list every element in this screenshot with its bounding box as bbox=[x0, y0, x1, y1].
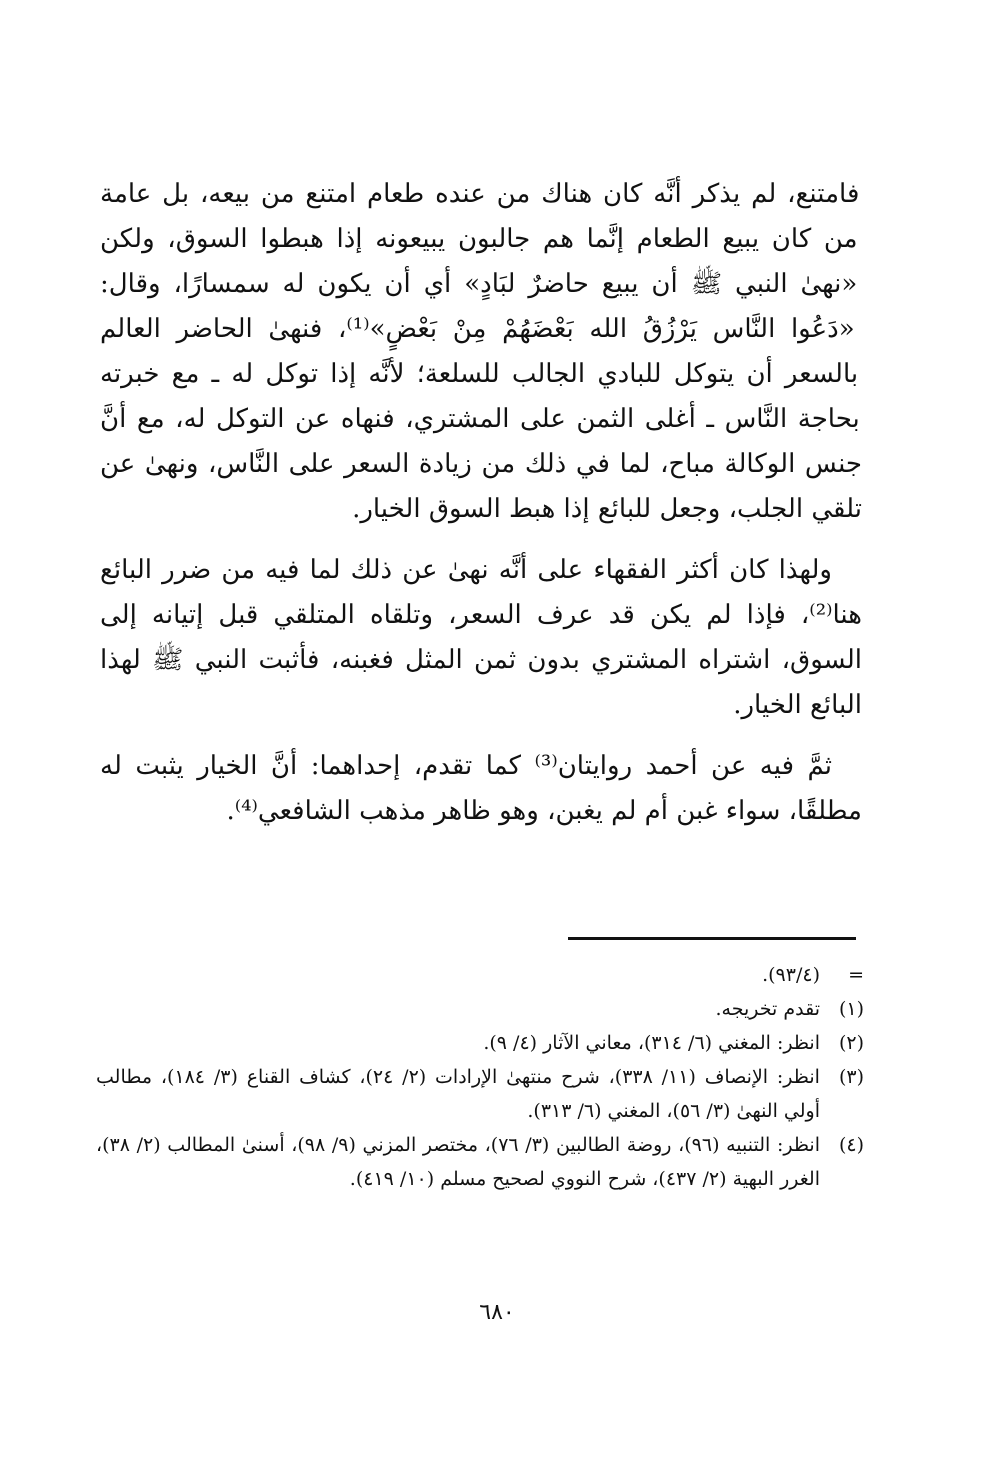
footnote-text: انظر: التنبيه (٩٦)، روضة الطالبين (٣/ ٧٦)، مختصر المزني (٩/ ٩٨)، أسنىٰ المطالب (٢/ ٣٨)، الغرر البهية (٢/ ٤٣٧)، شرح النووي لصحيح مسلم (١٠/ ٤١٩). bbox=[96, 1134, 820, 1190]
paragraph-3 bbox=[100, 744, 862, 834]
footnote-2 bbox=[96, 1026, 864, 1060]
footnote-3 bbox=[96, 1060, 864, 1128]
footnote-number: (٢) bbox=[838, 1032, 864, 1054]
page-number: ٦٨٠ bbox=[479, 1300, 515, 1325]
text-line: عن تلقي الجلب، وجعل للبائع إذا هبط السوق الخيار. bbox=[100, 449, 862, 524]
footnote-number: (٤) bbox=[838, 1134, 864, 1156]
paragraph-2 bbox=[100, 548, 862, 728]
text-line: ولهذا كان أكثر الفقهاء على أنَّه نهىٰ عن ذلك لما فيه من ضرر bbox=[152, 555, 832, 585]
paragraph-1 bbox=[100, 172, 862, 532]
text-line: بالسعر أن يتوكل للبادي الجالب للسلعة؛ لأنَّه إذا توكل له ـ مع خبرته bbox=[100, 359, 859, 389]
footnote-number: (٣) bbox=[838, 1066, 864, 1088]
footnote-4 bbox=[96, 1128, 864, 1196]
continuation-text: (٩٣/٤). bbox=[762, 964, 820, 986]
footnote-text: انظر: الإنصاف (١١/ ٣٣٨)، شرح منتهىٰ الإرادات (٢/ ٢٤)، كشاف القناع (٣/ ١٨٤)، مطالب أولي النهىٰ (٣/ ٥٦)، المغني (٦/ ٣١٣). bbox=[96, 1066, 820, 1122]
footnote-divider bbox=[568, 937, 856, 940]
text-line: له مطلقًا، سواء غبن أم لم يغبن، وهو ظاهر مذهب الشافعي⁽⁴⁾. bbox=[100, 751, 862, 826]
footnote-continuation bbox=[96, 958, 864, 992]
text-line: البائع هنا⁽²⁾، فإذا لم يكن قد عرف السعر، وتلقاه المتلقي قبل إتيانه bbox=[100, 555, 862, 630]
text-line: «نهىٰ النبي ﷺ أن يبيع حاضرٌ لبَادٍ» أي أن يكون له سمسارًا، وقال: bbox=[100, 269, 858, 299]
footnote-1 bbox=[96, 992, 864, 1026]
footnote-text: تقدم تخريجه. bbox=[715, 998, 820, 1020]
text-line: «دَعُوا النَّاس يَرْزُقُ الله بَعْضَهُمْ مِنْ بَعْضٍ»⁽¹⁾، فنهىٰ الحاضر العالم bbox=[100, 314, 855, 344]
text-line: بحاجة النَّاس ـ أغلى الثمن على المشتري، فنهاه عن التوكل له، مع أنَّ bbox=[100, 404, 860, 434]
footnotes bbox=[96, 958, 864, 1196]
main-text bbox=[100, 172, 862, 834]
text-line: جنس الوكالة مباح، لما في ذلك من زيادة السعر على النَّاس، ونهىٰ bbox=[135, 449, 862, 479]
text-line: إلى السوق، اشتراه المشتري بدون ثمن المثل فغبنه، فأثبت النبي ﷺ bbox=[100, 600, 862, 675]
text-line: من كان يبيع الطعام إنَّما هم جالبون يبيعونه إذا هبطوا السوق، ولكن bbox=[100, 224, 858, 254]
continuation-mark: = bbox=[848, 964, 864, 986]
text-line: لهذا البائع الخيار. bbox=[100, 645, 862, 720]
text-line: ثمَّ فيه عن أحمد روايتان⁽³⁾ كما تقدم، إحداهما: أنَّ الخيار يثبت bbox=[121, 751, 832, 781]
footnote-text: انظر: المغني (٦/ ٣١٤)، معاني الآثار (٤/ ٩). bbox=[483, 1032, 820, 1054]
footnote-number: (١) bbox=[838, 998, 864, 1020]
text-line: فامتنع، لم يذكر أنَّه كان هناك من عنده طعام امتنع من بيعه، بل عامة bbox=[100, 179, 860, 209]
